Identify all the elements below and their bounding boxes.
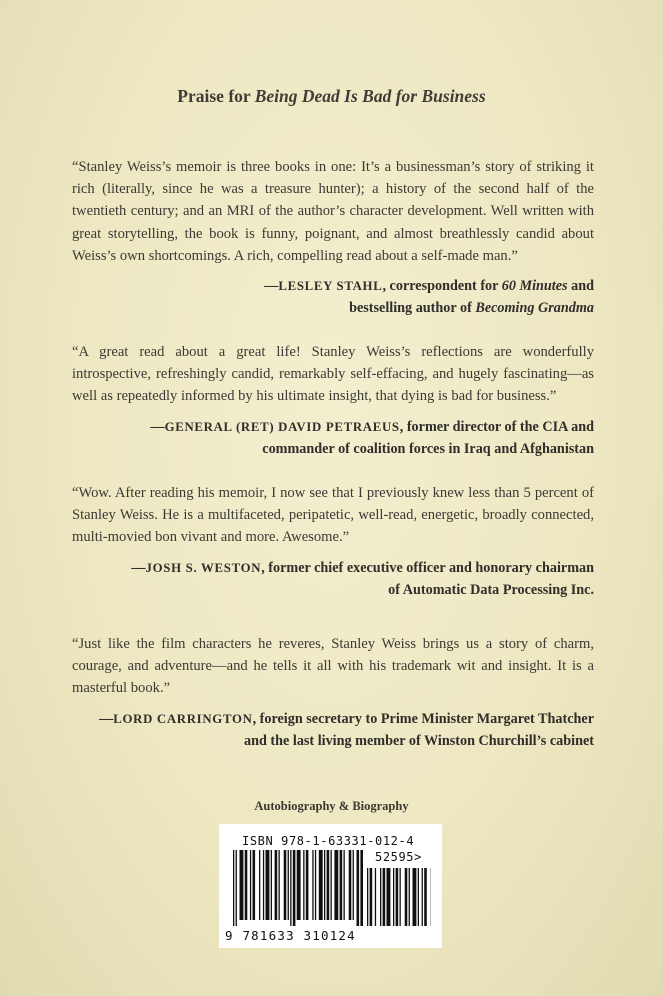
attribution-dash: — [150, 418, 165, 435]
blurb-petraeus [72, 341, 594, 460]
price-addon-bars [367, 868, 431, 930]
barcode-bar [303, 850, 304, 920]
barcode-bar [253, 850, 256, 920]
barcode-bar [290, 850, 291, 926]
attribution-dash: — [131, 559, 146, 576]
barcode-bar [263, 850, 264, 920]
attribution-role-line2: commander of coalition forces in Iraq and Afghanistan [262, 440, 594, 457]
barcode-bar [297, 850, 301, 920]
attribution-role-line2: bestselling author of [349, 300, 476, 317]
barcode-bar [340, 850, 343, 920]
barcode-bar [275, 850, 278, 920]
blurb-text: “A great read about a great life! Stanley Weiss’s reflections are wonderfully introspective, refreshingly candid, remarkably self-effacing, and hugely fascinating—as well as repeatedly informed by his ultimate insight, that dying is bad for business.” [72, 344, 594, 405]
attribution-name: JOSH S. WESTON [145, 560, 262, 575]
barcode-bar [293, 850, 296, 926]
attribution-name: LORD CARRINGTON [113, 711, 253, 726]
blurb-text: “Stanley Weiss’s memoir is three books in one: It’s a businessman’s story of striking it rich (literally, since he was a treasure hunter); a history of the second half of the twentieth century; and an MRI of the author’s character development. Well written with great storytelling, the book is funny, poignant, and almost breathlessly candid about Weiss’s own shortcomings. A rich, compelling read about a self-made man.” [72, 159, 594, 264]
blurb-attribution [72, 708, 594, 752]
blurb-text: “Just like the film characters he reveres, Stanley Weiss brings us a story of charm, courage, and adventure—and he tells it all with his trademark wit and insight. It is a masterful book.” [72, 636, 594, 697]
ean-barcode-bars [233, 850, 363, 930]
barcode-bar [279, 850, 280, 920]
attribution-name: GENERAL (RET) DAVID PETRAEUS [164, 419, 400, 434]
price-code: 52595> [375, 850, 422, 864]
book-title: Being Dead Is Bad for Business [254, 86, 486, 106]
barcode-bar [250, 850, 251, 920]
praise-heading [0, 86, 663, 107]
barcode-bar [271, 850, 272, 920]
attribution-role: , correspondent for [382, 278, 502, 295]
barcode-bar [315, 850, 316, 920]
barcode-bar [288, 850, 289, 920]
barcode-bar [413, 868, 417, 926]
barcode-bar [353, 850, 354, 920]
blurb-carrington [72, 633, 594, 752]
barcode-bar [319, 850, 323, 920]
isbn-label: ISBN 978-1-63331-012-4 [242, 834, 415, 848]
barcode-bar [324, 850, 325, 920]
barcode-bar [400, 868, 401, 926]
blurb-attribution [72, 416, 594, 460]
blurb-weston [72, 482, 594, 601]
barcode-bar [424, 868, 427, 926]
blurb-text: “Wow. After reading his memoir, I now see that I previously knew less than 5 percent of Stanley Weiss. He is a multifaceted, peripatetic, well-read, energetic, broadly connected, multi-movied bon vivant and more. Awesome.” [72, 485, 594, 546]
attribution-role: , former director of the CIA and [399, 418, 594, 435]
barcode-bar [284, 850, 287, 920]
isbn-barcode [219, 824, 442, 948]
barcode-bar [405, 868, 408, 926]
barcode-bar [312, 850, 313, 920]
barcode-bar [306, 850, 309, 920]
barcode-bar [367, 868, 368, 926]
blurb-stahl [72, 156, 594, 319]
barcode-bar [259, 850, 260, 920]
attribution-role: , foreign secretary to Prime Minister Margaret Thatcher [252, 710, 594, 727]
barcode-bar [360, 850, 363, 926]
barcode-bar [357, 850, 360, 926]
attribution-book-title: Becoming Grandma [475, 300, 594, 317]
barcode-bar [331, 850, 332, 920]
attribution-role-line2: of Automatic Data Processing Inc. [388, 581, 594, 598]
barcode-bar [396, 868, 399, 926]
attribution-role-line2: and the last living member of Winston Churchill’s cabinet [244, 732, 594, 749]
barcode-bar [393, 868, 394, 926]
barcode-bar [334, 850, 338, 920]
attribution-show-title: 60 Minutes [501, 278, 568, 295]
barcode-bar [266, 850, 270, 920]
barcode-bar [418, 868, 419, 926]
barcode-bar [349, 850, 352, 920]
barcode-bar [370, 868, 373, 926]
barcode-bar [422, 868, 423, 926]
barcode-bar [236, 850, 237, 926]
attribution-role: , former chief executive officer and honorary chairman [261, 559, 594, 576]
attribution-name: LESLEY STAHL [278, 279, 383, 294]
barcode-bar [245, 850, 248, 920]
ean-digits: 9 781633 310124 [225, 928, 356, 943]
barcode-bar [409, 868, 410, 926]
barcode-bar [240, 850, 244, 920]
barcode-bar [375, 868, 376, 926]
barcode-bar [380, 868, 381, 926]
barcode-bar [344, 850, 345, 920]
barcode-bar [233, 850, 234, 926]
category-label: Autobiography & Biography [254, 799, 409, 813]
attribution-dash: — [264, 278, 279, 295]
blurb-attribution [72, 275, 594, 319]
barcode-bar [327, 850, 330, 920]
attribution-dash: — [99, 710, 114, 727]
praise-heading-prefix: Praise for [177, 86, 255, 106]
attribution-role-cont: and [567, 278, 594, 295]
barcode-bar [383, 868, 386, 926]
barcode-bar [387, 868, 391, 926]
blurb-attribution [72, 557, 594, 601]
